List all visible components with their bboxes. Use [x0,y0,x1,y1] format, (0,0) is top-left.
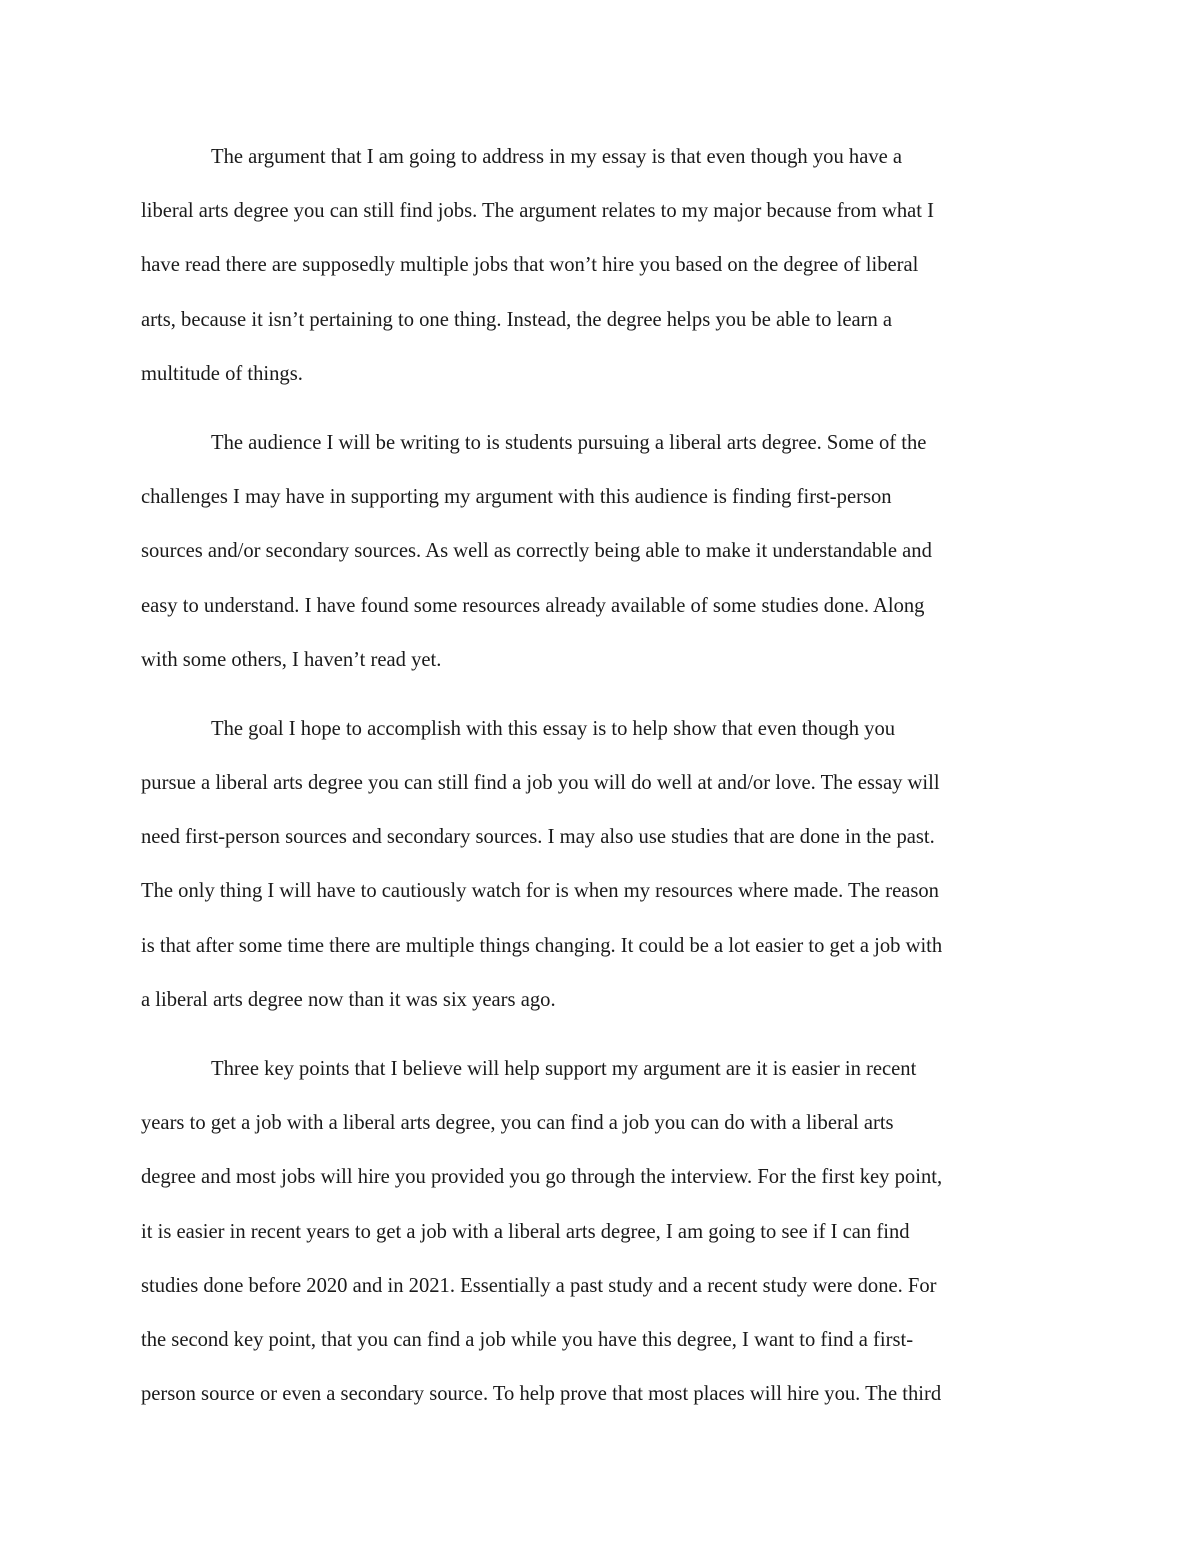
text-line: studies done before 2020 and in 2021. Essentially a past study and a recent study were done. For [141,1274,937,1297]
text-line: sources and/or secondary sources. As well as correctly being able to make it understandable and [141,540,932,563]
text-line: is that after some time there are multiple things changing. It could be a lot easier to get a job with [141,934,943,957]
paragraph-audience [141,416,1061,687]
text-line: The only thing I will have to cautiously watch for is when my resources where made. The reason [141,880,939,903]
paragraph-key-points [141,1042,1061,1421]
paragraph-spacer [141,687,1061,702]
text-line: pursue a liberal arts degree you can still find a job you will do well at and/or love. The essay will [141,772,940,795]
text-line: multitude of things. [141,362,303,385]
paragraph-argument [141,130,1061,401]
text-line: it is easier in recent years to get a job with a liberal arts degree, I am going to see if I can find [141,1220,910,1243]
text-line: need first-person sources and secondary sources. I may also use studies that are done in the past. [141,826,935,849]
text-line: the second key point, that you can find a job while you have this degree, I want to find a first- [141,1328,914,1351]
text-line: years to get a job with a liberal arts degree, you can find a job you can do with a liberal arts [141,1112,894,1135]
text-line: a liberal arts degree now than it was six years ago. [141,988,556,1011]
text-line: The goal I hope to accomplish with this essay is to help show that even though you [211,717,896,740]
text-line: arts, because it isn’t pertaining to one thing. Instead, the degree helps you be able to learn a [141,308,893,331]
text-line: The audience I will be writing to is students pursuing a liberal arts degree. Some of the [211,431,927,454]
text-line: degree and most jobs will hire you provided you go through the interview. For the first key point, [141,1166,943,1189]
text-line: person source or even a secondary source. To help prove that most places will hire you. The third [141,1383,942,1406]
text-line: challenges I may have in supporting my argument with this audience is finding first-person [141,486,892,509]
paragraph-spacer [141,1027,1061,1042]
paragraph-goal [141,702,1061,1027]
text-line: Three key points that I believe will help support my argument are it is easier in recent [211,1058,917,1080]
text-line: easy to understand. I have found some resources already available of some studies done. Along [141,594,925,617]
text-line: The argument that I am going to address in my essay is that even though you have a [211,146,903,168]
text-line: with some others, I haven’t read yet. [141,648,442,671]
text-line: liberal arts degree you can still find jobs. The argument relates to my major because from what I [141,200,934,223]
text-line: have read there are supposedly multiple jobs that won’t hire you based on the degree of liberal [141,254,919,277]
essay-body [141,130,1061,1421]
paragraph-spacer [141,401,1061,416]
